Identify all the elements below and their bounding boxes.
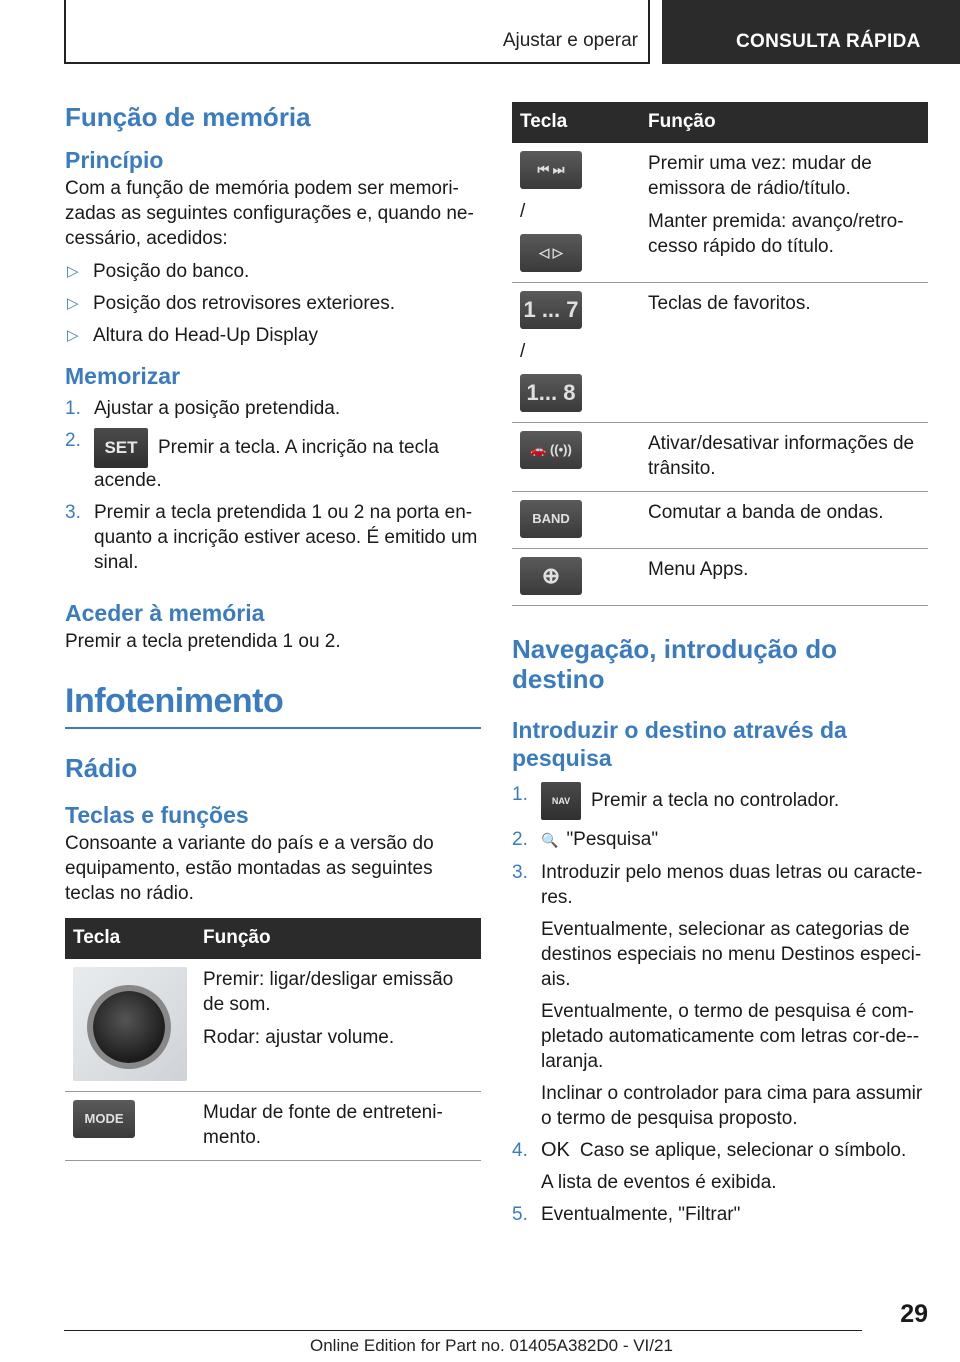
search-icon: 🔍 [541,832,559,848]
list-item: 2. 🔍 "Pesquisa" [512,829,659,850]
list-item: 2. SET Premir a tecla. A incrição na tecla acende. [65,430,439,491]
memory-title: Função de memória [65,102,311,132]
table-row: ⊕ Menu Apps. [512,549,928,606]
favorites-8-icon: 1... 8 [520,374,582,412]
infotainment-title: Infotenimento [65,682,481,729]
key-table-1 [65,918,481,1161]
list-item: 5. Eventualmente, "Filtrar" [512,1204,741,1225]
table-row: ⏮ ⏭ / ◁ ▷ Premir uma vez: mudar de emissora de rádio/título. Manter premida: avanço/retrocesso rápido do título. [512,143,928,283]
table-header-key: Tecla [512,102,640,143]
set-key-icon: SET [94,428,148,468]
list-item: ▷ Posição do banco. [65,259,481,284]
header-section: Ajustar e operar [502,30,638,51]
keys-title: Teclas e funções [65,802,249,828]
table-header-function: Função [195,918,481,959]
table-row: BAND Comutar a banda de ondas. [512,492,928,549]
list-item: ▷ Posição dos retrovisores exteriores. [65,291,481,316]
list-item: ▷ Altura do Head-Up Display [65,323,481,348]
table-row: 1 ... 7 / 1... 8 Teclas de favoritos. [512,283,928,423]
band-key-icon: BAND [520,500,582,538]
store-steps [65,396,481,575]
navigation-steps [512,782,928,1227]
access-title: Aceder à memória [65,600,265,626]
traffic-info-icon: 🚗 ((•)) [520,431,582,469]
table-row: 🚗 ((•)) Ativar/desativar informações de trânsito. [512,423,928,492]
table-row: MODE Mudar de fonte de entretenimento. [65,1092,481,1161]
header-chapter: CONSULTA RÁPIDA [662,0,960,64]
table-header-key: Tecla [65,918,195,959]
table-row: Premir: ligar/desligar emissão de som. Rodar: ajustar volume. [65,959,481,1092]
favorites-7-icon: 1 ... 7 [520,291,582,329]
list-item: 1. NAV Premir a tecla no controlador. [512,782,928,820]
volume-knob-icon [73,967,187,1081]
nav-key-icon: NAV [541,782,581,820]
arrow-keys-icon: ◁ ▷ [520,234,582,272]
left-column [65,102,481,1161]
list-item: 1. Ajustar a posição pretendida. [65,398,341,419]
list-item: 4. OK Caso se aplique, selecionar o símbolo. A lista de eventos é exibida. [512,1139,907,1193]
memory-items [65,259,481,348]
keys-text: Consoante a variante do país e a versão do equipamento, estão montadas as seguintes teclas no rádio. [65,833,434,904]
footer-edition: Online Edition for Part no. 01405A382D0 - VI/21 [310,1336,673,1355]
list-item: 3. Premir a tecla pretendida 1 ou 2 na porta enquanto a incrição estiver aceso. É emitido um sinal. [65,502,478,573]
table-header-function: Função [640,102,928,143]
principle-title: Princípio [65,147,164,173]
footer-divider [64,1330,862,1331]
principle-text: Com a função de memória podem ser memorizadas as seguintes configurações e, quando necessário, acedidos: [65,178,474,249]
page-number: 29 [900,1300,928,1328]
store-title: Memorizar [65,363,181,389]
mode-key-icon: MODE [73,1100,135,1138]
navigation-title: Navegação, introdução do destino [512,634,838,694]
radio-title: Rádio [65,753,138,783]
key-table-2 [512,102,928,606]
access-text: Premir a tecla pretendida 1 ou 2. [65,631,341,652]
apps-globe-icon: ⊕ [520,557,582,595]
ok-icon: OK [541,1139,570,1161]
skip-keys-icon: ⏮ ⏭ [520,151,582,189]
right-column [512,102,928,1234]
list-item: 3. Introduzir pelo menos duas letras ou caracteres. Eventualmente, selecionar as categorias de destinos especiais no menu Destinos especiais. Eventualmente, o termo de pesquisa é completado automaticamente com letras cor-de--laranja. Inclinar o controlador para cima para assumir o termo de pesquisa proposto. [512,862,923,1129]
search-title: Introduzir o destino através da pesquisa [512,717,847,771]
